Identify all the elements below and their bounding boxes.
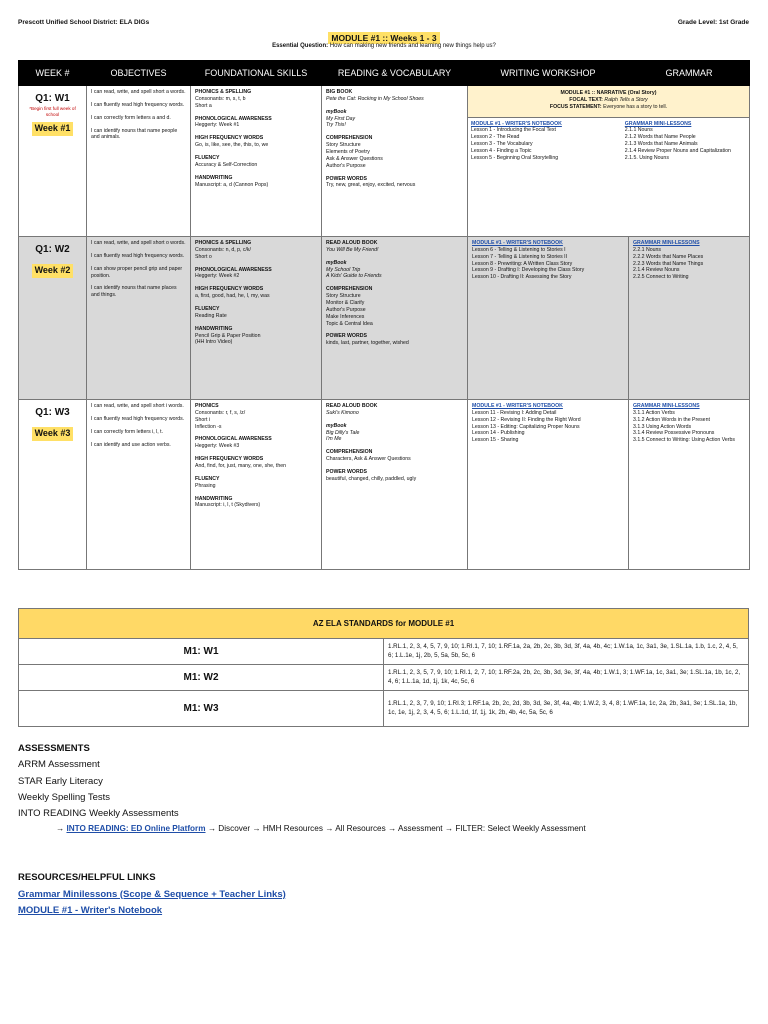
objective: I can fluently read high frequency words. (91, 415, 185, 422)
skill-line: Consonants: r, f, s, /z/ (195, 409, 246, 416)
grammar-cell (629, 400, 750, 570)
comprehension-list: Story Structure Monitor & Clarify Author's Purpose Make Inferences Topic & Central Idea (326, 293, 373, 327)
skill-line: Go, is, like, see, the, this, to, we (195, 142, 269, 149)
skill-line: Pencil Grip & Paper Position (195, 332, 261, 339)
writers-notebook-link[interactable]: MODULE #1 - WRITER'S NOTEBOOK (472, 403, 563, 409)
focal-label: FOCAL TEXT: (569, 96, 603, 103)
grammar-lesson: 2.2.2 Words that Name Places (633, 253, 704, 260)
col-grammar: GRAMMAR (629, 61, 750, 86)
book-title: You Will Be My Friend! (326, 246, 379, 253)
mybook-titles: My First Day Try This! (326, 115, 356, 129)
skill-heading: HIGH FREQUENCY WORDS (195, 286, 264, 293)
reading-heading: myBook (326, 422, 347, 429)
district-title: Prescott Unified School District: ELA DIGs (18, 19, 150, 26)
skill-heading: FLUENCY (195, 155, 220, 162)
week-code: Q1: W1 (35, 93, 70, 104)
reading-heading: BIG BOOK (326, 89, 353, 95)
resources-title: RESOURCES/HELPFUL LINKS (18, 872, 156, 883)
reading-heading: COMPREHENSION (326, 135, 373, 142)
grammar-lesson: 2.1.4 Review Proper Nouns and Capitalization (624, 148, 731, 155)
focus-text: Everyone has a story to tell. (603, 103, 668, 110)
grammar-lesson: 3.1.5 Connect to Writing: Using Action Verbs (633, 437, 735, 444)
reading-cell (322, 237, 468, 400)
objectives-cell (87, 237, 191, 400)
grammar-lesson: 2.1.4 Review Nouns (633, 267, 680, 274)
lesson: Lesson 2 - The Read (471, 134, 520, 141)
reading-heading: COMPREHENSION (326, 449, 373, 456)
skill-line: Accuracy & Self-Correction (195, 161, 258, 168)
standards-table (18, 608, 749, 727)
skill-line: a, first, good, had, he, I, my, was (195, 293, 270, 300)
into-reading-platform-link[interactable]: INTO READING: ED Online Platform (66, 824, 206, 833)
writing-cell (468, 400, 629, 570)
objective: I can read, write, and spell short o words. (91, 240, 186, 246)
comprehension-list: Story Structure Elements of Poetry Ask & Answer Questions Author's Purpose (326, 142, 383, 169)
foundational-cell (191, 86, 322, 237)
skill-heading: PHONICS (195, 403, 219, 409)
narrative-title: MODULE #1 :: NARRATIVE (Oral Story) (560, 90, 657, 96)
week-code: Q1: W3 (35, 407, 70, 418)
skill-heading: HIGH FREQUENCY WORDS (195, 135, 264, 142)
skill-line: And, find, for, just, many, one, she, then (195, 463, 287, 470)
grammar-lesson: 3.1.1 Action Verbs (633, 409, 675, 416)
writers-notebook-link[interactable]: MODULE #1 - WRITER'S NOTEBOOK (472, 240, 563, 246)
skill-heading: FLUENCY (195, 475, 220, 482)
power-words: beautiful, changed, chilly, paddled, ugly (326, 475, 417, 482)
module-title-text: MODULE #1 :: Weeks 1 - 3 (328, 32, 439, 44)
week-code: Q1: W2 (35, 244, 70, 255)
skill-line: Heggerty: Week #2 (195, 273, 240, 280)
assessment-item: STAR Early Literacy (18, 775, 103, 787)
standards-week-label: M1: W3 (19, 691, 384, 727)
standards-week-label: M1: W1 (19, 639, 384, 665)
book-title: Pete the Cat: Rocking in My School Shoes (326, 95, 424, 102)
power-words: Try, new, great, enjoy, excited, nervous (326, 182, 416, 189)
reading-heading: myBook (326, 259, 347, 266)
week-note: *Begin first full week of school (29, 106, 76, 118)
standards-row (19, 639, 749, 665)
lesson: Lesson 10 - Drafting II: Assessing the Story (472, 274, 572, 281)
skill-line: Short o (195, 253, 212, 260)
week-row-1 (19, 86, 750, 237)
objectives-cell (87, 400, 191, 570)
foundational-cell (191, 400, 322, 570)
skill-heading: HANDWRITING (195, 174, 233, 181)
skill-line: Manuscript: a, d (Cannon Pops) (195, 181, 269, 188)
skill-line: Consonants: m, s, t, b (195, 95, 246, 102)
grammar-lesson: 2.2.3 Words that Name Things (633, 260, 704, 267)
grammar-lesson: 2.1.3 Words that Name Animals (624, 141, 698, 148)
standards-values: 1.RL.1, 2, 3, 4, 5, 7, 9, 10; 1.RI.1, 7, 10; 1.RF.1a, 2a, 2b, 2c, 3b, 3d, 3f, 4a, 4b, 4c; 1.W.1a, 1c, 3a1, 3e, 1.SL.1a, 1.b, 1.c, 2, 4, 5, 6; 1.L.1e, 1j, 2b, 5, 5a, 5b, 5c, 6 (384, 639, 749, 665)
skill-heading: PHONOLOGICAL AWARENESS (195, 115, 272, 122)
grammar-lesson: 3.1.3 Using Action Words (633, 423, 692, 430)
objective: I can identify nouns that name people and animals. (91, 127, 178, 141)
writing-grammar-cell (468, 86, 750, 237)
reading-heading: POWER WORDS (326, 333, 367, 340)
resources-section (18, 870, 286, 920)
book-title: Suki's Kimono (326, 409, 359, 416)
skill-heading: HANDWRITING (195, 495, 233, 502)
lesson: Lesson 14 - Publishing (472, 430, 525, 437)
assessment-path (56, 824, 586, 833)
objective: I can correctly form letters i, l, t. (91, 428, 164, 435)
grammar-cell (629, 237, 750, 400)
skill-heading: PHONICS & SPELLING (195, 89, 252, 95)
narrative-banner (468, 86, 749, 118)
objective: I can identify nouns that name places and things. (91, 285, 177, 299)
lesson: Lesson 3 - The Vocabulary (471, 141, 533, 148)
assessment-item: INTO READING Weekly Assessments (18, 808, 179, 820)
skill-line: Manuscript: i, l, t (Skydivers) (195, 502, 261, 509)
foundational-cell (191, 237, 322, 400)
standards-values: 1.RL.1, 2, 3, 5, 7, 9, 10; 1.RI.1, 2, 7, 10; 1.RF.2a, 2b, 2c, 3b, 3d, 3e, 3f, 4a, 4b; 1.W.1, 3; 1.WF.1a, 1c, 3a1, 3e; 1.SL.1a, 1b, 1c, 2, 4, 6; 1.L.1a, 1d, 1j, 1k, 4c, 5c, 6 (384, 665, 749, 691)
grammar-minilessons-resource-link[interactable]: Grammar Minilessons (Scope & Sequence + Teacher Links) (18, 888, 286, 900)
grammar-minilessons-link[interactable]: GRAMMAR MINI-LESSONS (624, 120, 692, 127)
week-cell (19, 237, 87, 400)
reading-heading: myBook (326, 108, 347, 115)
focal-text: Ralph Tells a Story (604, 96, 648, 103)
standards-row (19, 691, 749, 727)
writing-col (468, 118, 622, 165)
grammar-col (622, 118, 749, 165)
mybook-titles: Big Dilly's Tale I'm Me (326, 429, 360, 443)
lesson: Lesson 13 - Editing: Capitalizing Proper Nouns (472, 423, 580, 430)
eq-label: Essential Question: (272, 43, 329, 49)
skill-line: Reading Rate (195, 312, 227, 319)
col-foundational: FOUNDATIONAL SKILLS (191, 61, 322, 86)
mybook-titles: My School Trip A Kids' Guide to Friends (326, 266, 382, 280)
assessment-path-steps: → Discover → HMH Resources → All Resources → Assessment → FILTER: Select Weekly Assessment (207, 824, 586, 833)
skill-line: Inflection -s (195, 423, 222, 430)
assessments-section (18, 741, 179, 822)
standards-title: AZ ELA STANDARDS for MODULE #1 (19, 609, 749, 639)
lesson: Lesson 9 - Drafting I: Developing the Class Story (472, 267, 585, 274)
grammar-lesson: 2.1.5. Using Nouns (624, 154, 669, 161)
table-header-row (19, 61, 750, 86)
reading-heading: POWER WORDS (326, 175, 367, 182)
lesson: Lesson 7 - Telling & Listening to Stories II (472, 253, 568, 260)
skill-line: Phrasing (195, 482, 216, 489)
lesson: Lesson 6 - Telling & Listening to Stories I (472, 246, 566, 253)
grammar-minilessons-link[interactable]: GRAMMAR MINI-LESSONS (633, 403, 700, 409)
skill-line: Heggerty: Week #1 (195, 122, 240, 129)
lesson: Lesson 15 - Sharing (472, 437, 519, 444)
assessment-item: ARRM Assessment (18, 759, 100, 771)
power-words: kinds, last, partner, together, wished (326, 340, 409, 347)
objective: I can read, write, and spell short a words. (91, 89, 186, 95)
week-badge: Week #2 (32, 264, 74, 278)
writers-notebook-link[interactable]: MODULE #1 - WRITER'S NOTEBOOK (471, 120, 562, 127)
lesson: Lesson 8 - Prewriting: A Written Class Story (472, 260, 573, 267)
skill-line: Short a (195, 102, 212, 109)
objectives-cell (87, 86, 191, 237)
col-week: WEEK # (19, 61, 87, 86)
objective: I can correctly form letters a and d. (91, 114, 171, 121)
grammar-lesson: 2.1.1 Nouns (624, 127, 653, 134)
skill-heading: HANDWRITING (195, 325, 233, 332)
arrow-icon: → (56, 824, 65, 833)
skill-heading: PHONOLOGICAL AWARENESS (195, 266, 272, 273)
week-row-3 (19, 400, 750, 570)
weekly-plan-table (18, 60, 750, 570)
reading-heading: POWER WORDS (326, 469, 367, 476)
focus-label: FOCUS STATEMENT: (549, 103, 602, 110)
skill-line: (HH Intro Video) (195, 339, 233, 346)
week-badge: Week #1 (32, 122, 74, 136)
skill-line: Heggerty: Week #3 (195, 443, 240, 450)
reading-cell (322, 400, 468, 570)
reading-heading: READ ALOUD BOOK (326, 240, 378, 246)
week-badge: Week #3 (32, 427, 74, 441)
assessment-item: Weekly Spelling Tests (18, 791, 111, 803)
objective: I can fluently read high frequency words. (91, 252, 185, 259)
week-cell (19, 86, 87, 237)
writers-notebook-resource-link[interactable]: MODULE #1 - Writer's Notebook (18, 905, 163, 916)
lesson: Lesson 4 - Finding a Topic (471, 148, 532, 155)
grammar-lesson: 3.1.2 Action Words in the Present (633, 416, 710, 423)
week-cell (19, 400, 87, 570)
writing-cell (468, 237, 629, 400)
reading-cell (322, 86, 468, 237)
grammar-lesson: 2.2.1 Nouns (633, 246, 661, 253)
objective: I can identify and use action verbs. (91, 441, 171, 448)
grammar-minilessons-link[interactable]: GRAMMAR MINI-LESSONS (633, 240, 700, 246)
grammar-lesson: 3.1.4 Review Possessive Pronouns (633, 430, 715, 437)
lesson: Lesson 11 - Revising I: Adding Detail (472, 409, 557, 416)
lesson: Lesson 1 - Introducing the Focal Text (471, 127, 556, 134)
reading-heading: READ ALOUD BOOK (326, 403, 378, 409)
standards-row (19, 665, 749, 691)
standards-values: 1.RL.1, 2, 3, 7, 9, 10; 1.RI.3; 1.RF.1a, 2b, 2c, 2d, 3b, 3d, 3e, 3f, 4a, 4b; 1.W.2, 3, 4, 8; 1.WF.1a, 1c, 2a, 2b, 3a1, 3e; 1.SL.1a, 1b, 1c, 1e, 1j, 2, 3, 4, 5, 6; 1.L.1d, 1f, 1j, 1k, 2b, 4b, 4c, 5a, 5c, 6 (384, 691, 749, 727)
skill-heading: FLUENCY (195, 306, 220, 313)
comprehension-list: Characters, Ask & Answer Questions (326, 456, 411, 463)
objective: I can fluently read high frequency words. (91, 101, 185, 108)
grammar-lesson: 2.1.2 Words that Name People (624, 134, 696, 141)
skill-heading: PHONOLOGICAL AWARENESS (195, 436, 272, 443)
reading-heading: COMPREHENSION (326, 286, 373, 293)
objective: I can read, write, and spell short i words. (91, 403, 184, 409)
week-row-2 (19, 237, 750, 400)
skill-line: Consonants: n, d, p, c/k/ (195, 246, 251, 253)
skill-line: Short i (195, 416, 210, 423)
col-reading: READING & VOCABULARY (322, 61, 468, 86)
assessments-title: ASSESSMENTS (18, 743, 90, 754)
col-writing: WRITING WORKSHOP (468, 61, 629, 86)
grade-level: Grade Level: 1st Grade (677, 19, 749, 26)
lesson: Lesson 12 - Revising II: Finding the Right Word (472, 416, 581, 423)
col-objectives: OBJECTIVES (87, 61, 191, 86)
lesson: Lesson 5 - Beginning Oral Storytelling (471, 154, 559, 161)
skill-heading: PHONICS & SPELLING (195, 240, 252, 246)
essential-question (0, 43, 768, 49)
objective: I can show proper pencil grip and paper position. (91, 265, 183, 279)
skill-heading: HIGH FREQUENCY WORDS (195, 456, 264, 463)
eq-text: How can making new friends and learning new things help us? (329, 43, 496, 49)
standards-week-label: M1: W2 (19, 665, 384, 691)
grammar-lesson: 2.2.5 Connect to Writing (633, 274, 689, 281)
